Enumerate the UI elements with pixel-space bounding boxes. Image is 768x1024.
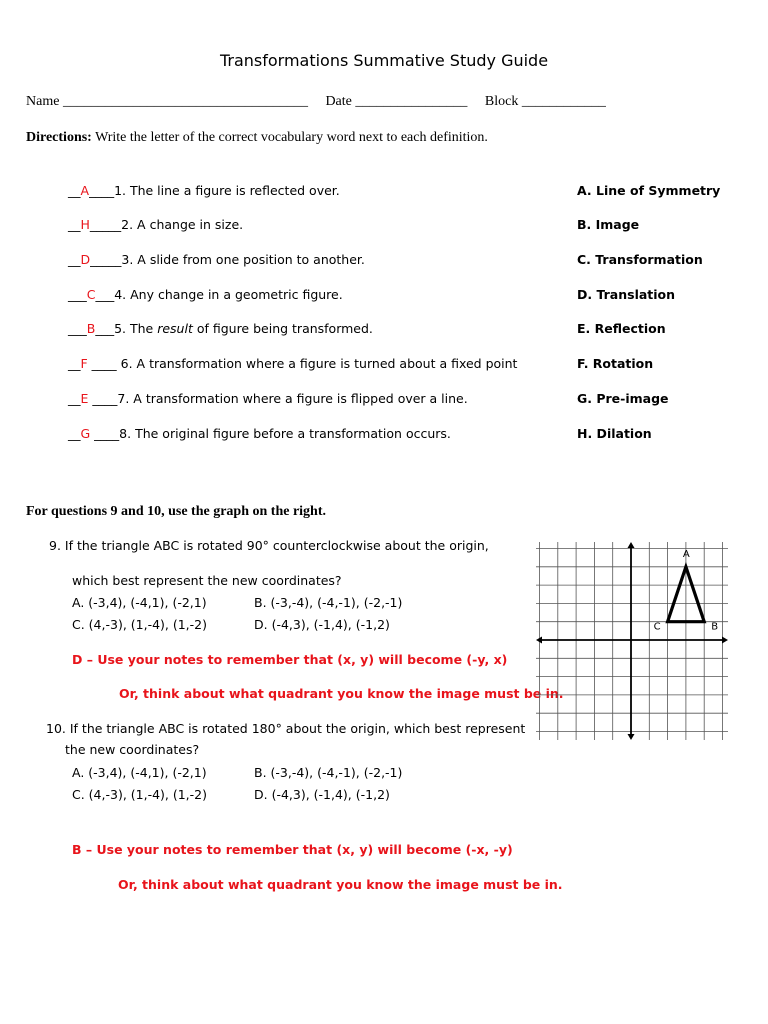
name-label: Name bbox=[26, 94, 60, 109]
directions-text: Write the letter of the correct vocabulary word next to each definition. bbox=[91, 130, 488, 145]
vocab-row-1: __A____1. The line a figure is reflected over. bbox=[68, 183, 340, 198]
y-axis-arrow-down bbox=[628, 734, 635, 740]
coordinate-grid bbox=[534, 538, 730, 744]
q10-answer: B – Use your notes to remember that (x, y) will become (-x, -y) bbox=[72, 842, 513, 857]
y-axis-arrow-up bbox=[628, 542, 635, 548]
answer-5[interactable]: B bbox=[86, 321, 96, 336]
directions-label: Directions: bbox=[26, 130, 92, 145]
vocab-row-3: __D_____3. A slide from one position to another. bbox=[68, 252, 365, 267]
vocab-row-8: __G ____8. The original figure before a transformation occurs. bbox=[68, 426, 451, 441]
vocab-row-6: __F ____ 6. A transformation where a figure is turned about a fixed point bbox=[68, 356, 518, 371]
answer-8[interactable]: G bbox=[80, 426, 91, 441]
term-c: C. Transformation bbox=[577, 252, 703, 267]
q9-choice-b[interactable]: B. (-3,-4), (-4,-1), (-2,-1) bbox=[254, 595, 403, 610]
q9-choice-c[interactable]: C. (4,-3), (1,-4), (1,-2) bbox=[72, 617, 207, 632]
answer-4[interactable]: C bbox=[86, 287, 96, 302]
q10-choice-a[interactable]: A. (-3,4), (-4,1), (-2,1) bbox=[72, 765, 207, 780]
vertex-label-a: A bbox=[682, 548, 690, 560]
answer-7[interactable]: E bbox=[80, 391, 89, 406]
directions bbox=[26, 130, 488, 146]
header-fields bbox=[26, 94, 606, 110]
answer-6[interactable]: F bbox=[80, 356, 88, 371]
q9-line2: which best represent the new coordinates? bbox=[72, 573, 342, 588]
graph-note: For questions 9 and 10, use the graph on the right. bbox=[26, 504, 327, 519]
vertex-label-b: B bbox=[711, 621, 719, 633]
answer-1[interactable]: A bbox=[80, 183, 90, 198]
q10-choice-c[interactable]: C. (4,-3), (1,-4), (1,-2) bbox=[72, 787, 207, 802]
date-label: Date bbox=[325, 94, 352, 109]
q10-choice-b[interactable]: B. (-3,-4), (-4,-1), (-2,-1) bbox=[254, 765, 403, 780]
block-label: Block bbox=[484, 94, 519, 109]
name-blank[interactable]: ___________________________________ bbox=[62, 94, 308, 109]
term-f: F. Rotation bbox=[577, 356, 654, 371]
term-g: G. Pre-image bbox=[577, 391, 669, 406]
vocab-row-5: ___B___5. The result of figure being transformed. bbox=[68, 321, 373, 336]
vertex-label-c: C bbox=[653, 621, 661, 633]
q9-answer: D – Use your notes to remember that (x, y) will become (-y, x) bbox=[72, 652, 508, 667]
q9-line1: 9. If the triangle ABC is rotated 90° counterclockwise about the origin, bbox=[49, 538, 489, 553]
q9-hint: Or, think about what quadrant you know the image must be in. bbox=[119, 686, 564, 701]
q10-line1: 10. If the triangle ABC is rotated 180° about the origin, which best represent bbox=[46, 721, 526, 736]
q9-choice-a[interactable]: A. (-3,4), (-4,1), (-2,1) bbox=[72, 595, 207, 610]
vocab-row-2: __H_____2. A change in size. bbox=[68, 217, 244, 232]
answer-3[interactable]: D bbox=[80, 252, 91, 267]
term-d: D. Translation bbox=[577, 287, 676, 302]
q10-hint: Or, think about what quadrant you know the image must be in. bbox=[118, 877, 563, 892]
page-title: Transformations Summative Study Guide bbox=[219, 51, 549, 70]
q9-choice-d[interactable]: D. (-4,3), (-1,4), (-1,2) bbox=[254, 617, 390, 632]
x-axis-arrow-right bbox=[722, 637, 728, 644]
answer-2[interactable]: H bbox=[80, 217, 90, 232]
vocab-row-4: ___C___4. Any change in a geometric figure. bbox=[68, 287, 343, 302]
term-a: A. Line of Symmetry bbox=[577, 183, 721, 198]
x-axis-arrow-left bbox=[536, 637, 542, 644]
q10-line2: the new coordinates? bbox=[65, 742, 200, 757]
block-blank[interactable]: ____________ bbox=[521, 94, 606, 109]
date-blank[interactable]: ________________ bbox=[355, 94, 468, 109]
term-h: H. Dilation bbox=[577, 426, 652, 441]
q10-choice-d[interactable]: D. (-4,3), (-1,4), (-1,2) bbox=[254, 787, 390, 802]
term-b: B. Image bbox=[577, 217, 640, 232]
term-e: E. Reflection bbox=[577, 321, 666, 336]
vocab-row-7: __E ____7. A transformation where a figure is flipped over a line. bbox=[68, 391, 468, 406]
